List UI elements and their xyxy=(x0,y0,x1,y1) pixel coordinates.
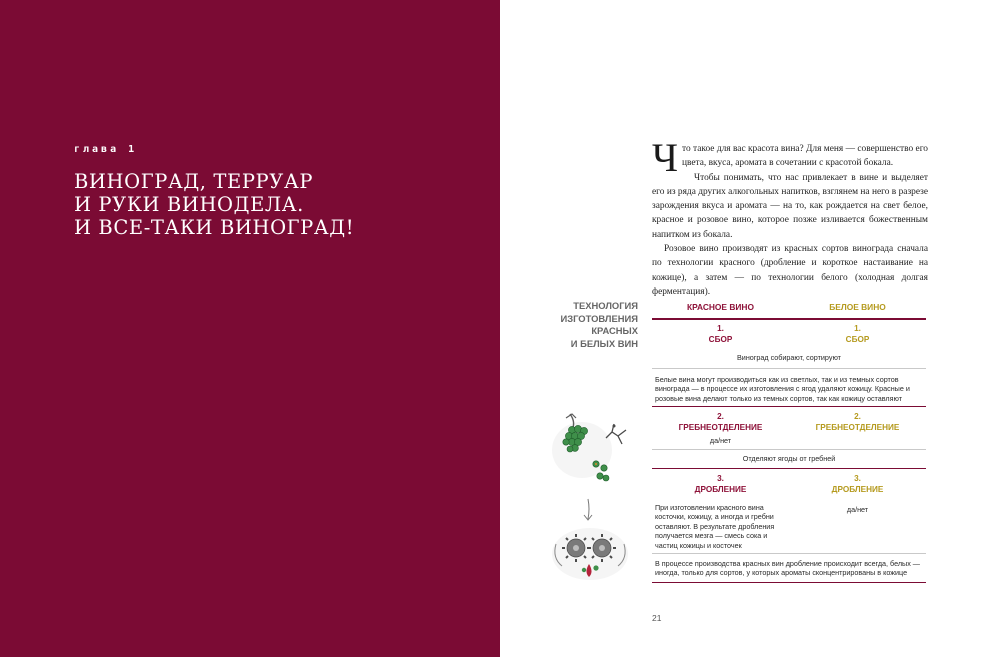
step-name: СБОР xyxy=(845,335,870,344)
step-2-white xyxy=(789,411,926,433)
arrow-down-icon xyxy=(580,497,596,523)
grape-cluster-illustration xyxy=(548,404,640,496)
step-name: ДРОБЛЕНИЕ xyxy=(694,485,747,494)
table-rule xyxy=(652,318,926,320)
step-number: 3. xyxy=(854,474,861,483)
step-2-common: Отделяют ягоды от гребней xyxy=(742,454,836,463)
table-rule xyxy=(652,406,926,407)
table-rule xyxy=(652,468,926,469)
page-number: 21 xyxy=(652,613,662,623)
caption-line: ИЗГОТОВЛЕНИЯ xyxy=(560,312,638,324)
step-name: СБОР xyxy=(708,335,733,344)
step-number: 3. xyxy=(717,474,724,483)
step-name: ГРЕБНЕОТДЕЛЕНИЕ xyxy=(815,423,900,432)
chapter-title-line: И ВСЕ-ТАКИ ВИНОГРАД! xyxy=(74,216,355,239)
table-divider xyxy=(652,553,926,554)
step-3-white-note: да/нет xyxy=(846,505,869,514)
step-2-red-note: да/нет xyxy=(709,436,732,445)
step-1-white xyxy=(789,323,926,345)
step-number: 2. xyxy=(854,412,861,421)
table-rule xyxy=(652,582,926,583)
caption-line: И БЕЛЫХ ВИН xyxy=(570,337,638,349)
drop-cap: Ч xyxy=(652,135,678,180)
chapter-title-line: ВИНОГРАД, ТЕРРУАР xyxy=(74,170,314,193)
caption-line: ТЕХНОЛОГИЯ xyxy=(573,300,638,311)
step-number: 1. xyxy=(854,324,861,333)
step-3-note: В процессе производства красных вин дробление происходит всегда, белых — иногда, только для сортов, у которых ароматы сконцентрированы в кожице xyxy=(655,559,920,578)
step-number: 2. xyxy=(717,412,724,421)
step-number: 1. xyxy=(717,324,724,333)
crusher-rollers-illustration xyxy=(548,524,632,590)
table-caption xyxy=(560,300,638,350)
body-text xyxy=(652,135,928,299)
step-name: ГРЕБНЕОТДЕЛЕНИЕ xyxy=(678,423,763,432)
step-1-red xyxy=(652,323,789,345)
column-header-red: КРАСНОЕ ВИНО xyxy=(687,302,754,312)
chapter-title-line: И РУКИ ВИНОДЕЛА. xyxy=(74,193,304,216)
chapter-label: глава 1 xyxy=(74,144,138,155)
step-3-red xyxy=(652,473,789,495)
paragraph-1: то такое для вас красота вина? Для меня — совершенство его цвета, вкуса, аромата в сочетании с красотой бокала. xyxy=(682,144,928,169)
paragraph-3: Розовое вино производят из красных сортов винограда сначала по технологии красного (дробление и короткое настаивание на кожице), а затем — по технологии белого (холодная долгая ферментация). xyxy=(652,244,928,297)
step-3-white xyxy=(789,473,926,495)
chapter-title xyxy=(74,170,474,239)
table-divider xyxy=(652,449,926,450)
step-1-common: Виноград собирают, сортируют xyxy=(737,353,841,362)
step-2-red xyxy=(652,411,789,433)
table-divider xyxy=(652,368,926,369)
caption-line: КРАСНЫХ xyxy=(591,325,638,336)
paragraph-2: Чтобы понимать, что нас привлекает в вине и выделяет его из ряда других алкогольных напитков, взглянем на него в разрезе зарождения вкуса и аромата — на то, как рождается на свет белое, красное и розовое вино, которое позже изливается божественным напитком из бокала. xyxy=(652,172,928,240)
column-header-white: БЕЛОЕ ВИНО xyxy=(829,302,886,312)
step-1-note: Белые вина могут производиться как из светлых, так и из темных сортов винограда — в процессе их изготовления с ягод удаляют кожицу. Красные и розовые вина делают только из темных сортов, так как кожицу оставляют xyxy=(655,375,910,403)
step-3-red-note: При изготовлении красного вина косточки, кожицу, а иногда и гребни оставляют. В результате дробления получается мезга — смесь сока и частиц кожицы и косточек xyxy=(655,503,775,550)
step-name: ДРОБЛЕНИЕ xyxy=(831,485,884,494)
